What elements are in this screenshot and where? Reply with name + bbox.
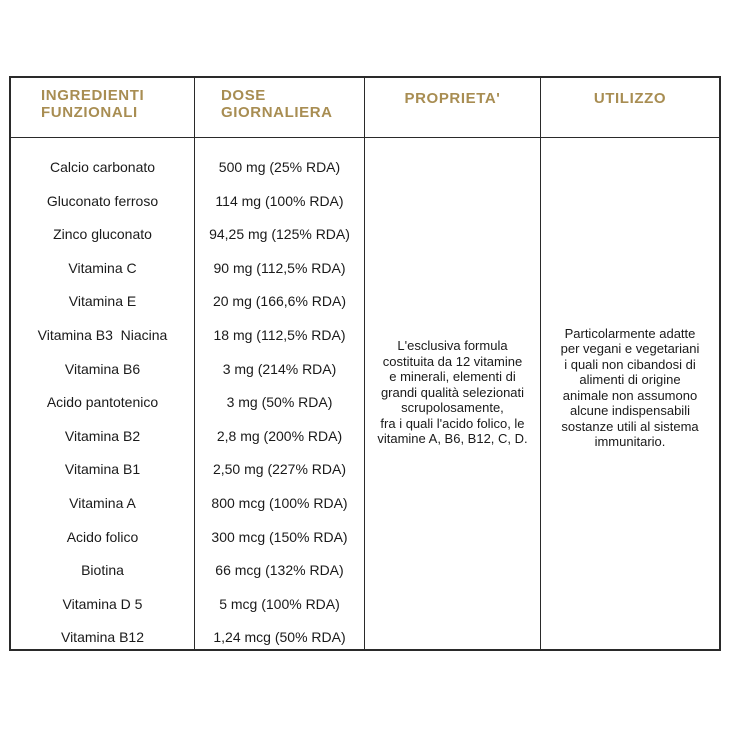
- header-utilizzo-label: UTILIZZO: [593, 90, 667, 107]
- table-row: [195, 554, 364, 588]
- ingredient-name: Biotina: [81, 562, 124, 579]
- dose-value: 20 mg (166,6% RDA): [212, 293, 347, 310]
- table-row: [195, 185, 364, 219]
- ingredient-name: Vitamina B1: [64, 461, 141, 478]
- table-row: [11, 453, 194, 487]
- proprieta-description: [365, 138, 540, 649]
- ingredient-name: Acido folico: [66, 528, 139, 545]
- table-row: [195, 218, 364, 252]
- table-row: [195, 151, 364, 185]
- table-row: [195, 353, 364, 387]
- ingredient-name: Acido pantotenico: [46, 394, 159, 411]
- utilizzo-line: Particolarmente adatte: [564, 325, 696, 341]
- header-dose-line-1: DOSE: [221, 87, 266, 104]
- dose-value: 2,50 mg (227% RDA): [212, 461, 347, 478]
- utilizzo-line: animale non assumono: [562, 387, 698, 403]
- ingredient-name: Vitamina C: [68, 259, 137, 276]
- table-row: [11, 218, 194, 252]
- table-row: [11, 420, 194, 454]
- dose-list: [195, 138, 364, 655]
- column-utilizzo: [540, 78, 719, 649]
- table-row: [195, 319, 364, 353]
- table-row: [11, 521, 194, 555]
- table-row: [11, 319, 194, 353]
- dose-value: 3 mg (214% RDA): [222, 360, 337, 377]
- dose-value: 94,25 mg (125% RDA): [209, 226, 350, 243]
- dose-value: 18 mg (112,5% RDA): [213, 326, 346, 343]
- dose-value: 1,24 mcg (50% RDA): [213, 629, 346, 646]
- table-row: [11, 151, 194, 185]
- header-ingredienti: [11, 78, 194, 138]
- ingredient-name: Zinco gluconato: [53, 226, 152, 243]
- ingredient-name: Vitamina E: [68, 293, 137, 310]
- table-row: [11, 185, 194, 219]
- table-row: [195, 521, 364, 555]
- dose-value: 800 mcg (100% RDA): [211, 494, 348, 511]
- dose-value: 90 mg (112,5% RDA): [213, 259, 346, 276]
- header-utilizzo: [541, 78, 719, 138]
- table-row: [11, 252, 194, 286]
- proprieta-line: grandi qualità selezionati: [380, 384, 525, 400]
- dose-value: 5 mcg (100% RDA): [219, 595, 340, 612]
- table-row: [11, 386, 194, 420]
- table-row: [195, 252, 364, 286]
- ingredient-name: Vitamina D 5: [62, 595, 143, 612]
- utilizzo-description: [541, 138, 719, 649]
- header-dose-line-2: GIORNALIERA: [221, 104, 333, 121]
- utilizzo-line: per vegani e vegetariani: [560, 341, 700, 356]
- table-row: [11, 353, 194, 387]
- table-row: [11, 554, 194, 588]
- proprieta-line: L'esclusiva formula: [397, 338, 508, 354]
- utilizzo-line: alimenti di origine: [579, 372, 681, 387]
- dose-value: 300 mcg (150% RDA): [211, 528, 348, 545]
- dose-value: 500 mg (25% RDA): [218, 159, 341, 175]
- table-row: [11, 588, 194, 622]
- header-proprieta-label: PROPRIETA': [404, 90, 501, 107]
- table-row: [195, 453, 364, 487]
- header-dose: [195, 78, 364, 138]
- utilizzo-line: i quali non cibandosi di: [564, 356, 696, 372]
- supplement-table: [9, 76, 721, 651]
- utilizzo-line: alcune indispensabili: [570, 403, 690, 418]
- ingredient-name: Calcio carbonato: [49, 159, 156, 175]
- proprieta-line: vitamine A, B6, B12, C, D.: [377, 431, 528, 447]
- header-ingredienti-line-1: INGREDIENTI: [41, 87, 145, 104]
- table-row: [195, 487, 364, 521]
- ingredient-name: Vitamina B12: [60, 629, 144, 646]
- header-ingredienti-line-2: FUNZIONALI: [41, 104, 138, 121]
- ingredient-name: Vitamina B3 Niacina: [37, 326, 168, 343]
- table-row: [11, 487, 194, 521]
- header-proprieta: [365, 78, 540, 138]
- dose-value: 114 mg (100% RDA): [215, 192, 344, 209]
- proprieta-line: fra i quali l'acido folico, le: [380, 415, 525, 431]
- table-row: [11, 621, 194, 655]
- ingredient-name: Vitamina B6: [64, 360, 141, 377]
- dose-value: 66 mcg (132% RDA): [215, 562, 344, 579]
- column-ingredienti: [11, 78, 194, 649]
- table-row: [195, 285, 364, 319]
- ingredient-name: Gluconato ferroso: [46, 192, 159, 209]
- table-row: [195, 386, 364, 420]
- proprieta-line: scrupolosamente,: [401, 400, 504, 416]
- dose-value: 3 mg (50% RDA): [226, 394, 333, 411]
- table-row: [11, 285, 194, 319]
- ingredient-name: Vitamina B2: [64, 427, 141, 444]
- table-row: [195, 621, 364, 655]
- ingredient-name: Vitamina A: [69, 494, 136, 511]
- table-row: [195, 588, 364, 622]
- dose-value: 2,8 mg (200% RDA): [216, 427, 343, 444]
- utilizzo-line: sostanze utili al sistema: [561, 418, 699, 434]
- column-dose: [194, 78, 364, 649]
- table-row: [195, 420, 364, 454]
- proprieta-line: costituita da 12 vitamine: [382, 353, 523, 369]
- utilizzo-line: immunitario.: [594, 434, 666, 449]
- column-proprieta: [364, 78, 540, 649]
- proprieta-line: e minerali, elementi di: [389, 369, 516, 385]
- ingredient-list: [11, 138, 194, 655]
